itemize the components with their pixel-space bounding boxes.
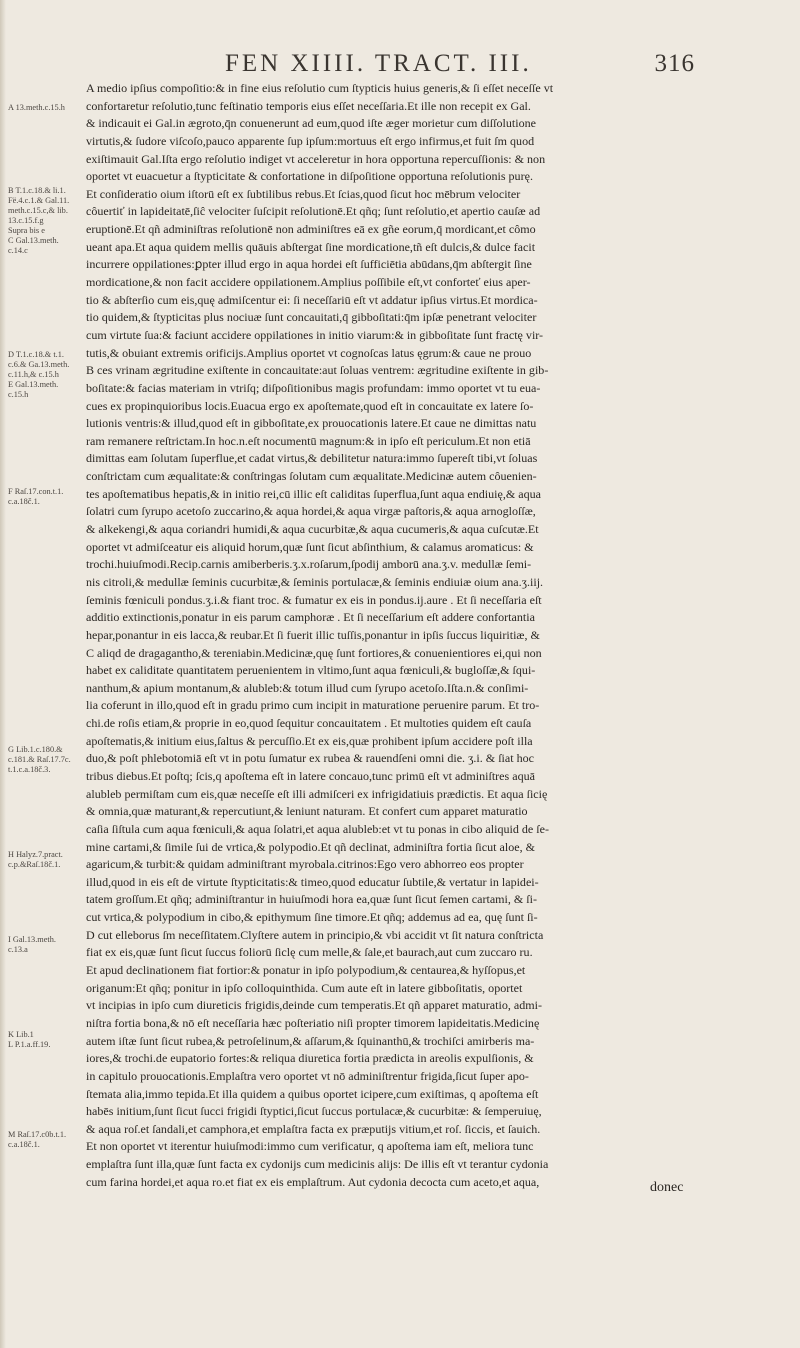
text-line: & alkekengi,& aqua coriandri humidi,& aqua cucurbitæ,& aqua cucumeris,& aqua cuſcutæ.Et [86,522,539,537]
text-line: eruptionē.Et qñ adminiſtras reſolutionē non adminiſtres eā ex gñe eorum,q̄ mordicant,et cômo [86,222,536,237]
text-line: lutionis ventris:& illud,quod eſt in gibboſitate,ex prouocationis latere.Et caue ne dimittas natu [86,416,537,431]
text-line: illud,quod in eis eſt de virtute ſtypticitatis:& timeo,quod educatur ſubtile,& vertatur in lapidei- [86,874,539,889]
marginal-note-line: 13.c.15.f.g [8,216,44,225]
marginal-note-line: c.13.a [8,945,28,954]
text-line: oportet vt admiſceatur eis aliquid horum,quæ ſunt ſicut abſinthium, & calamus aromaticus: & [86,539,534,554]
text-line: trochi.huiuſmodi.Recip.carnis amiberberis.ʒ.x.roſarum,ſpodij amborū ana.ʒ.v. medullæ ſemi- [86,557,532,572]
text-line: niſtra fortia bona,& nō eſt neceſſaria hæc poſteriatio niſi propter timorem lapideitatis.Medicinę [86,1015,540,1030]
marginal-note-line: H Halyz.7.pract. [8,850,63,859]
marginal-note-line: c.a.18č.1. [8,1140,40,1149]
text-line: iores,& trochi.de eupatorio fortes:& reliqua diuretica fortia prædicta in areolis expulſionis, & [86,1051,534,1066]
text-line: tes apoſtematibus hepatis,& in initio rei,cū illic eſt caliditas ſuperflua,ſunt aqua endiuię,& aqua [86,486,541,501]
text-line: chi.de roſis etiam,& proprie in eo,quod ſequitur concauitatem . Et multoties quidem eſt cauſa [86,716,532,731]
text-line: confortaretur reſolutio,tunc feſtinatio temporis eius eſſet neceſſaria.Et ille non recepit ex Gal. [86,98,531,113]
text-line: ſolatri cum ſyrupo acetoſo zuccarino,& aqua hordei,& aqua virgæ paſtoris,& aqua arnogloſſæ, [86,504,536,519]
text-line: cum virtute ſua:& faciunt accidere oppilationes in initio viarum:& in gibboſitate ſunt fractę vir- [86,327,544,342]
text-line: tribus diebus.Et poſtq; ſcis,q apoſtema eſt in latere concauo,tunc primū eſt vt adminiſtres aquā [86,768,535,783]
text-line: Et apud declinationem fiat fortior:& ponatur in ipſo polypodium,& centaurea,& hyſſopus,et [86,963,526,978]
marginal-note-line: Supra bis e [8,226,45,235]
page-gutter-shadow [0,0,6,1348]
marginal-note-line: c.14.c [8,246,28,255]
text-line: tio quidem,& ſtypticitas plus nociuæ ſunt concauitati,q̄ gibboſitati:q̄m ipſæ penetrant velociter [86,310,537,325]
text-line: emplaſtra ſunt illa,quæ ſunt facta ex cydonijs cum medicinis alijs: De illis eſt vt terantur cydonia [86,1157,549,1172]
text-line: & omnia,quæ maturant,& repercutiunt,& leniunt naturam. Et confert cum apparet maturatio [86,804,528,819]
marginal-note-line: t.1.c.a.18č.3. [8,765,51,774]
text-line: & aqua roſ.et ſandali,et camphora,et emplaſtra facta ex præputijs vitium,et roſ. ſiccis, et ſauich. [86,1121,541,1136]
running-header [225,50,695,84]
text-line: duo,& poſt phlebotomiā eſt vt in potu ſumatur ex rubea & rauendſeni omni die. ʒ.i. & ſiat hoc [86,751,534,766]
marginal-note-line: c.11.h,& c.15.h [8,370,59,379]
text-line: autem iſtæ ſunt ſicut rubea,& petroſelinum,& aſſarum,& ſquinanthū,& trochiſci amirberis ma- [86,1033,535,1048]
text-line: D cut elleborus ſm neceſſitatem.Clyſtere autem in principio,& vbi accidit vt ſit natura conſtricta [86,927,544,942]
marginal-note [8,350,86,400]
marginal-note-line: D T.1.c.18.& t.1. [8,350,64,359]
text-line: habēs initium,ſunt ſicut ſucci frigidi ſtyptici,ſicut ſuccus portulacæ,& cucurbitæ: & ſemperuiuę, [86,1104,542,1119]
marginal-note-line: c.p.&Raſ.18č.1. [8,860,61,869]
text-line: ram remanere reſtrictam.In hoc.n.eſt nocumentū magnum:& in ipſo eſt periculum.Et non etiā [86,433,531,448]
text-line: ueant apa.Et aqua quidem mellis quāuis abſtergat ſine mordicatione,tñ eſt dulcis,& dulce facit [86,239,536,254]
text-line: lia coferunt in illo,quod eſt in gradu primo cum incipit in maturatione peruenire parum. Et tro- [86,698,540,713]
catchword: donec [650,1180,684,1195]
marginal-note-line: M Raſ.17.c0b.t.1. [8,1130,67,1139]
text-line: virtutis,& ſudore viſcoſo,pauco apparente ſup ipſum:mortuus eſt ergo infirmus,et fuit ſm quod [86,133,535,148]
text-line: conſtrictam cum æqualitate:& conſtringas ſolutam cum æqualitate.Medicinæ autem côuenien- [86,469,537,484]
text-line: alubleb permiſtam cum eis,quæ neceſſe eſt illi admiſceri ex infrigidatiuis prædictis. Et aqua ſicię [86,786,548,801]
text-line: habet ex caliditate quantitatem peruenientem in vltimo,ſunt aqua fœniculi,& bugloſſæ,& ſqui- [86,663,536,678]
marginal-note-line: B T.1.c.18.& li.1. [8,186,66,195]
text-line: côuertiť in lapideitatē,ſiĉ velociter ſuſcipit reſolutionē.Et qñq; ſunt reſolutio,et apertio cauſæ ad [86,204,541,219]
text-line: in capitulo prouocationis.Emplaſtra vero oportet vt nō adminiſtrentur frigida,ſicut ſuper apo- [86,1068,529,1083]
text-line: & indicauit ei Gal.in ægroto,q̄n conuenerunt ad eum,quod iſte æger morietur cum diſſolutione [86,116,536,131]
text-line: oportet vt euacuetur a ſtypticitate & confortatione in diſpoſitione opportuna reſolutionis purę. [86,169,533,184]
text-line: Et non oportet vt iterentur huiuſmodi:immo cum verificatur, q apoſtema iam eſt, meliora tunc [86,1139,534,1154]
text-line: tio & abſterſio cum eis,quę admiſcentur ei: ſi neceſſariū eſt vt addatur ipſius virtus.Et mordica- [86,292,538,307]
text-line: apoſtematis,& initium eius,ſaltus & percuſſio.Et ex eis,quæ prohibent ipſum accidere poſt illa [86,733,533,748]
text-line: additio extinctionis,ponatur in eis parum camphoræ . Et ſi neceſſarium eſt addere confortantia [86,610,535,625]
marginal-note-line: c.6.& Ga.13.meth. [8,360,70,369]
text-line: Et conſideratio oium iſtorū eſt ex ſubtilibus rebus.Et ſcias,quod ſicut hoc mēbrum velociter [86,186,521,201]
text-line: vt incipias in ipſo cum diureticis frigidis,deinde cum temperatis.Et qñ apparet maturatio, admi- [86,998,542,1013]
marginal-note-line: E Gal.13.meth. [8,380,59,389]
text-line: B ces vrinam ægritudine exiſtente in concauitate:aut ſoluas ventrem: ægritudine exiſtente in gib- [86,363,549,378]
marginal-note [8,1130,86,1150]
marginal-note [8,850,86,870]
marginal-note-line: Fë.4.c.1.& Gal.11. [8,196,70,205]
text-line: C aliqd de dragagantho,& tereniabin.Medicinæ,quę ſunt fortiores,& conuenientiores ei,qui non [86,645,542,660]
body-text [86,80,718,1191]
text-line: fiat ex eis,quæ ſunt ſicut ſuccus foliorū ſiclę cum melle,& ſale,et baurach,aut cum zuccaro ru. [86,945,533,960]
text-line: agaricum,& turbit:& quidam adminiſtrant myrobala.citrinos:Ego vero abhorreo eos propter [86,857,524,872]
text-line: dimittas eam ſolutam ſuperflue,et cadat virtus,& debilitetur natura:immo ſupereſt tibi,vt ſoluas [86,451,538,466]
text-line: A medio ipſius compoſitio:& in fine eius reſolutio cum ſtypticis huius generis,& ſi eſſet neceſſe vt [86,81,554,95]
text-line: mine cartami,& ſimile ſui de vrtica,& polypodio.Et qñ declinat, adminiſtra fortia ſicut aloe, & [86,839,535,854]
folio-number: 316 [654,50,695,77]
marginal-note [8,935,86,955]
marginal-note-line: c.181.& Raſ.17.7c. [8,755,71,764]
text-line: tatem groſſum.Et qñq; adminiſtrantur in huiuſmodi hora ea,quæ ſunt ſicut ſemen cartami, & ſi- [86,892,537,907]
marginal-note-line: meth.c.15.c,& lib. [8,206,68,215]
marginal-note [8,186,86,256]
marginal-note-line: I Gal.13.meth. [8,935,56,944]
text-line: ſeminis fœniculi pondus.ʒ.i.& fiant troc. & fumatur ex eis in pondus.ij.aure . Et ſi neceſſaria eſt [86,592,542,607]
marginal-note [8,487,86,507]
text-line: nis citroli,& medullæ ſeminis cucurbitæ,& ſeminis portulacæ,& ſeminis endiuiæ oium ana.ʒ.iij. [86,574,544,589]
marginal-note-line: G Lib.1.c.180.& [8,745,63,754]
marginal-note-line: F Raſ.17.con.t.1. [8,487,64,496]
marginal-note [8,1030,86,1050]
text-line: hepar,ponantur in eis lacca,& reubar.Et ſi fuerit illic tuſſis,ponantur in ipſis ſuccus liquiritiæ, & [86,627,540,642]
text-line: exiſtimauit Gal.Iſta ergo reſolutio indiget vt acceleretur in hora opportuna repercuſſionis: & non [86,151,546,166]
text-line: cut vrtica,& polypodium in cibo,& epithymum ſine timore.Et qñq; addemus ad ea, quę ſunt ſi- [86,910,538,925]
marginal-note-line: K Lib.1 [8,1030,34,1039]
text-line: origanum:Et qñq; ponitur in ipſo colloquinthida. Cum aute eſt in latere gibboſitatis, oportet [86,980,523,995]
marginal-note [8,745,86,775]
marginal-note-line: c.a.18č.1. [8,497,40,506]
text-line: mordicatione,& non facit accidere oppilationem.Amplius poſſibile eſt,vt conforteť eius aper- [86,275,531,290]
marginal-note [8,103,86,113]
text-line: nanthum,& apium montanum,& alubleb:& totum illud cum ſyrupo acetoſo.Iſta.n.& conſimi- [86,680,529,695]
text-line: ſtemata alia,immo tepida.Et illa quidem a quibus oportet icipere,cum exiſtimas, q apoſtema eſt [86,1086,539,1101]
text-line: cum farina hordei,et aqua ro.et fiat ex eis emplaſtrum. Aut cydonia decocta cum aceto,et aqua, [86,1174,540,1189]
text-line: caſia ſiſtula cum aqua fœniculi,& aqua ſolatri,et aqua alubleb:et vt tu ponas in cibo aliquid de ſe- [86,821,549,836]
marginal-note-line: c.15.h [8,390,29,399]
text-line: tutis,& obuiant extremis orificijs.Amplius oportet vt cognoſcas latus ęgrum:& caue ne prouo [86,345,532,360]
text-line: incurrere oppilationes:ꝑpter illud ergo in aqua hordei eſt ſufficiētia abūdans,q̄m abſtergit ſine [86,257,532,272]
running-title: FEN XIIII. TRACT. III. [225,50,532,77]
marginal-note-line: A 13.meth.c.15.h [8,103,65,112]
text-line: cues ex propinquioribus locis.Euacua ergo ex apoſtemate,quod eſt in concauitate ex latere ſo- [86,398,534,413]
marginal-note-line: L P.1.a.ff.19. [8,1040,51,1049]
text-line: boſitate:& facias materiam in vtriſq; diſpoſitionibus magis profundam: immo oportet vt tu eua- [86,380,541,395]
marginal-note-line: C Gal.13.meth. [8,236,59,245]
